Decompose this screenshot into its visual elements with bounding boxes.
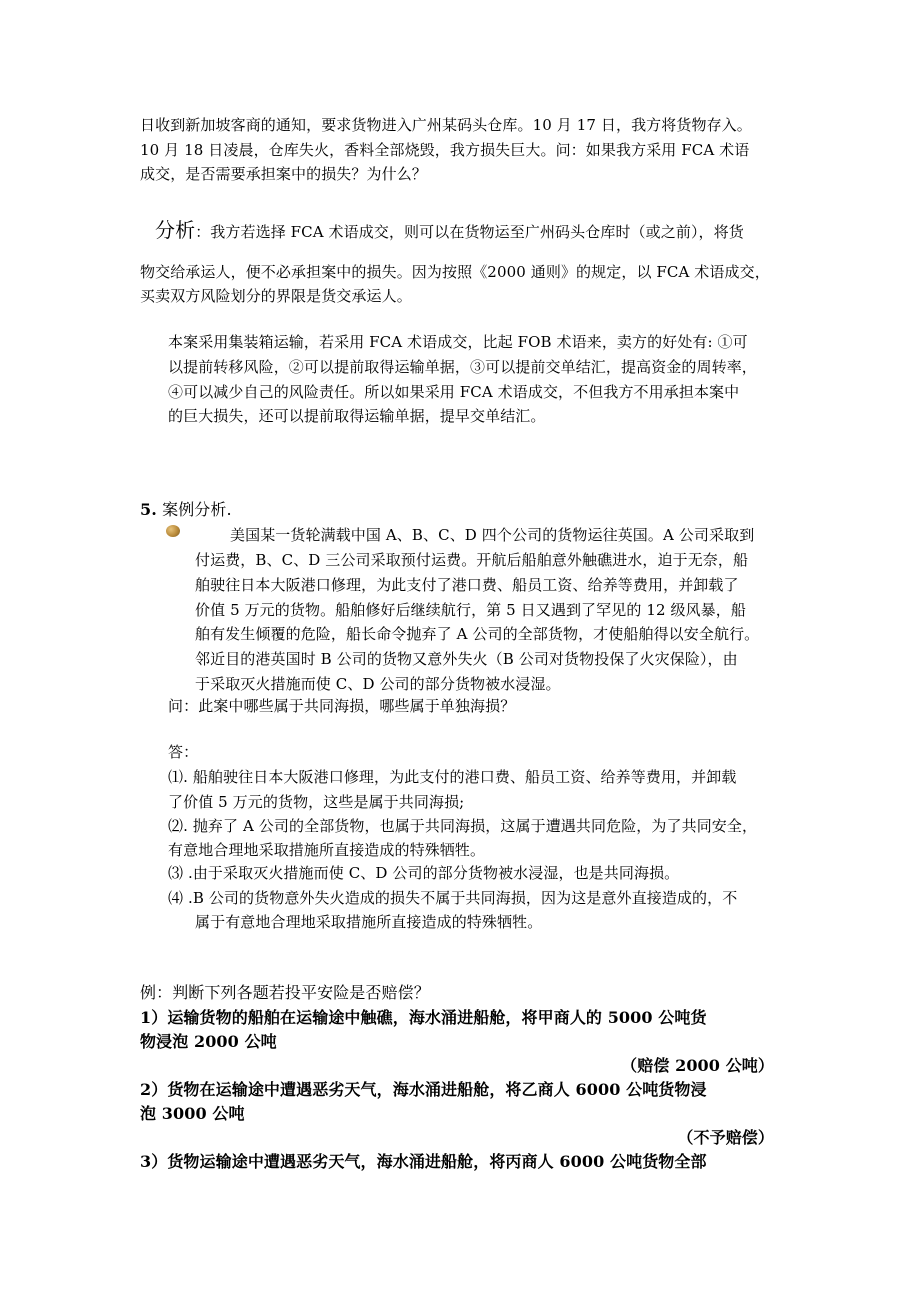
container-line-4: 的巨大损失，还可以提前取得运输单据，提早交单结汇。	[168, 407, 546, 425]
example-item1-b: 物浸泡 2000 公吨	[140, 1032, 277, 1051]
example-item2-b: 泡 3000 公吨	[140, 1104, 245, 1123]
case5-line-6: 邻近目的港英国时 B 公司的货物又意外失火（B 公司对货物投保了火灾保险），由	[195, 650, 738, 668]
case5-heading	[140, 500, 232, 520]
analysis-first-line	[155, 220, 744, 242]
answer-line-4: 有意地合理地采取措施所直接造成的特殊牺牲。	[168, 841, 486, 859]
example-item1-result: （赔偿 2000 公吨）	[621, 1056, 774, 1075]
answer-line-6: ⑷ .B 公司的货物意外失火造成的损失不属于共同海损，因为这是意外直接造成的，不	[168, 889, 738, 907]
answer-line-2: 了价值 5 万元的货物，这些是属于共同海损;	[168, 793, 465, 811]
answer-line-3: ⑵. 抛弃了 A 公司的全部货物，也属于共同海损，这属于遭遇共同危险，为了共同安全，	[168, 817, 758, 835]
bullet-icon	[166, 525, 180, 537]
analysis-line-3: 买卖双方风险划分的界限是货交承运人。	[140, 287, 412, 305]
case5-line-2: 付运费，B、C、D 三公司采取预付运费。开航后船舶意外触礁进水，迫于无奈，船	[195, 551, 749, 569]
intro-line-1: 日收到新加坡客商的通知，要求货物进入广州某码头仓库。10 月 17 日，我方将货物存入。	[140, 116, 752, 134]
example-title: 例：判断下列各题若投平安险是否赔偿？	[140, 983, 430, 1002]
container-line-3: ④可以减少自己的风险责任。所以如果采用 FCA 术语成交，不但我方不用承担本案中	[168, 383, 740, 401]
container-line-1: 本案采用集装箱运输，若采用 FCA 术语成交，比起 FOB 术语来，卖方的好处有: ①可	[168, 333, 748, 351]
answer-line-1: ⑴. 船舶驶往日本大阪港口修理，为此支付的港口费、船员工资、给养等费用，并卸载	[168, 768, 737, 786]
answer-line-7: 属于有意地合理地采取措施所直接造成的特殊牺牲。	[195, 913, 543, 931]
example-item2-a: 2）货物在运输途中遭遇恶劣天气，海水涌进船舱，将乙商人 6000 公吨货物浸	[140, 1080, 707, 1099]
case5-question: 问：此案中哪些属于共同海损，哪些属于单独海损？	[168, 697, 516, 715]
case5-heading-dot: .	[226, 500, 232, 519]
case5-heading-text: 案例分析	[162, 500, 227, 519]
case5-line-7: 于采取灭火措施而使 C、D 公司的部分货物被水浸湿。	[195, 675, 561, 693]
example-item3-a: 3）货物运输途中遭遇恶劣天气，海水涌进船舱，将丙商人 6000 公吨货物全部	[140, 1152, 707, 1171]
analysis-label: 分析	[155, 218, 196, 242]
case5-line-4: 价值 5 万元的货物。船舶修好后继续航行，第 5 日又遇到了罕见的 12 级风暴，船	[195, 601, 746, 619]
intro-line-3: 成交，是否需要承担案中的损失？为什么？	[140, 165, 427, 183]
container-line-2: 以提前转移风险，②可以提前取得运输单据，③可以提前交单结汇，提高资金的周转率，	[168, 358, 757, 376]
case5-line-5: 舶有发生倾覆的危险，船长命令抛弃了 A 公司的全部货物，才使船舶得以安全航行。	[195, 625, 760, 643]
analysis-line-2: 物交给承运人，便不必承担案中的损失。因为按照《2000 通则》的规定，以 FCA 术语成交，	[140, 263, 770, 281]
case5-line-1: 美国某一货轮满载中国 A、B、C、D 四个公司的货物运往英国。A 公司采取到	[230, 526, 755, 544]
answer-line-5: ⑶ .由于采取灭火措施而使 C、D 公司的部分货物被水浸湿，也是共同海损。	[168, 864, 680, 882]
case5-heading-num: 5.	[140, 500, 157, 519]
example-item1-a: 1）运输货物的船舶在运输途中触礁，海水涌进船舱，将甲商人的 5000 公吨货	[140, 1008, 707, 1027]
example-item2-result: （不予赔偿）	[677, 1128, 774, 1147]
answer-label: 答：	[168, 743, 199, 761]
case5-line-3: 舶驶往日本大阪港口修理，为此支付了港口费、船员工资、给养等费用，并卸载了	[195, 576, 739, 594]
intro-line-2: 10 月 18 日凌晨，仓库失火，香料全部烧毁，我方损失巨大。问：如果我方采用 FCA 术语	[140, 141, 750, 159]
analysis-line-1: ：我方若选择 FCA 术语成交，则可以在货物运至广州码头仓库时（或之前），将货	[195, 223, 744, 241]
